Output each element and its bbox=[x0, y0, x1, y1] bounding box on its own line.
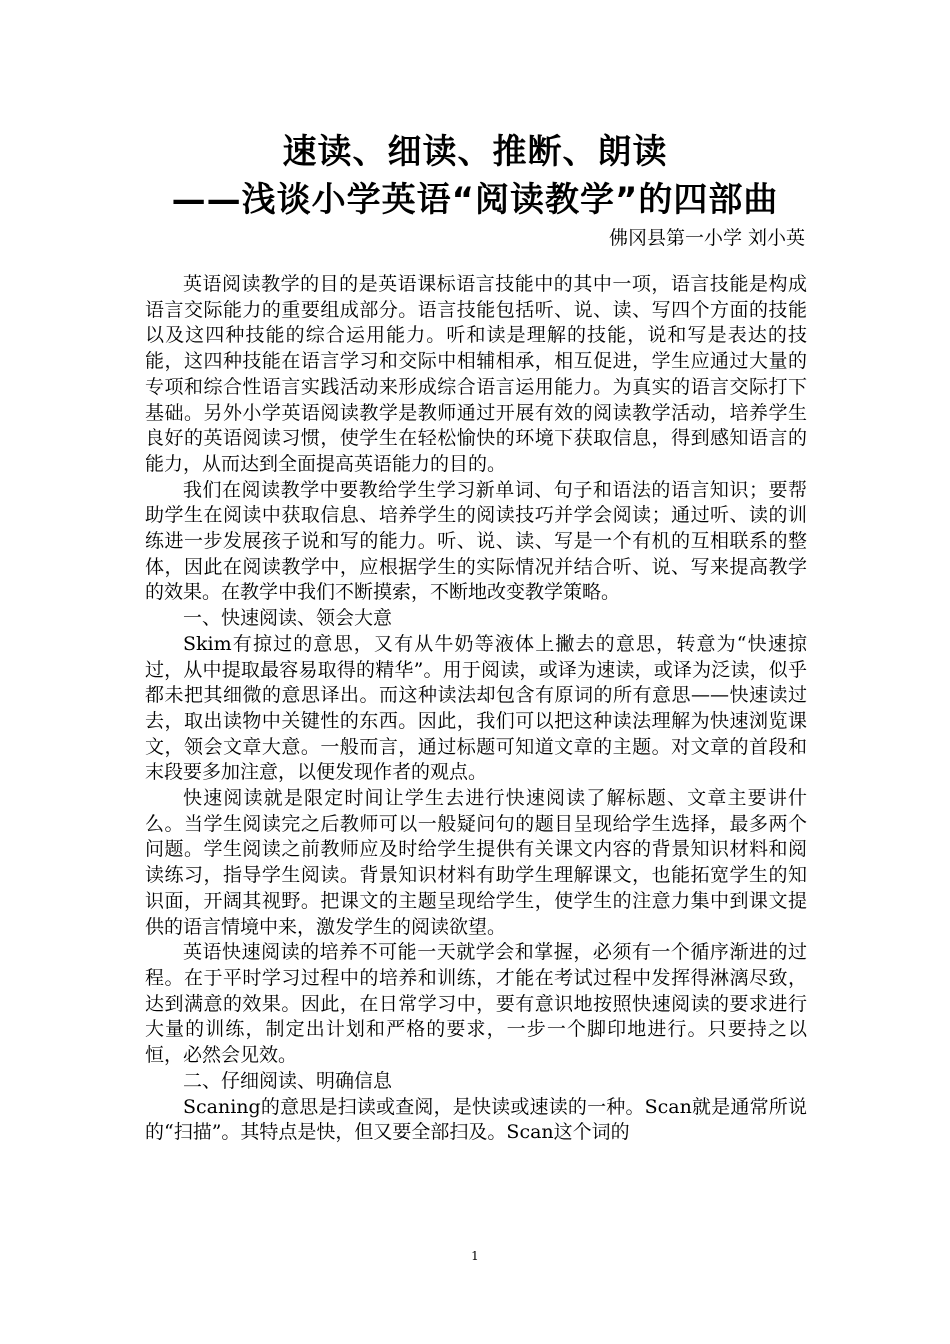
paragraph: Skim有掠过的意思，又有从牛奶等液体上撇去的意思，转意为“快速掠过，从中提取最容易取得的精华”。用于阅读，或译为速读，或译为泛读，似乎都未把其细微的意思译出。而这种读法却包含有原词的所有意思——快速读过去，取出读物中关键性的东西。因此，我们可以把这种读法理解为快速浏览课文，领会文章大意。一般而言，通过标题可知道文章的主题。对文章的首段和末段要多加注意，以便发现作者的观点。 bbox=[145, 632, 807, 784]
document-subtitle: ——浅谈小学英语“阅读教学”的四部曲 bbox=[171, 180, 779, 220]
paragraph: 英语快速阅读的培养不可能一天就学会和掌握，必须有一个循序渐进的过程。在于平时学习过程中的培养和训练，才能在考试过程中发挥得淋漓尽致，达到满意的效果。因此，在日常学习中，要有意识地按照快速阅读的要求进行大量的训练，制定出计划和严格的要求，一步一个脚印地进行。只要持之以恒，必然会见效。 bbox=[145, 941, 807, 1067]
author-line: 佛冈县第一小学 刘小英 bbox=[608, 227, 805, 249]
page-number: 1 bbox=[471, 1249, 479, 1263]
paragraph: 我们在阅读教学中要教给学生学习新单词、句子和语法的语言知识；要帮助学生在阅读中获取信息、培养学生的阅读技巧并学会阅读；通过听、读的训练进一步发展孩子说和写的能力。听、说、读、写是一个有机的互相联系的整体，因此在阅读教学中，应根据学生的实际情况并结合听、说、写来提高教学的效果。在教学中我们不断摸索，不断地改变教学策略。 bbox=[145, 478, 807, 604]
paragraph: 英语阅读教学的目的是英语课标语言技能中的其中一项，语言技能是构成语言交际能力的重要组成部分。语言技能包括听、说、读、写四个方面的技能以及这四种技能的综合运用能力。听和读是理解的技能，说和写是表达的技能，这四种技能在语言学习和交际中相辅相承，相互促进，学生应通过大量的专项和综合性语言实践活动来形成综合语言运用能力。为真实的语言交际打下基础。另外小学英语阅读教学是教师通过开展有效的阅读教学活动，培养学生良好的英语阅读习惯，使学生在轻松愉快的环境下获取信息，得到感知语言的能力，从而达到全面提高英语能力的目的。 bbox=[145, 273, 807, 475]
body-text bbox=[145, 272, 807, 1146]
section-heading: 二、仔细阅读、明确信息 bbox=[183, 1069, 393, 1092]
paragraph: 快速阅读就是限定时间让学生去进行快速阅读了解标题、文章主要讲什么。当学生阅读完之后教师可以一般疑问句的题目呈现给学生选择，最多两个问题。学生阅读之前教师应及时给学生提供有关课文内容的背景知识材料和阅读练习，指导学生阅读。背景知识材料有助学生理解课文，也能拓宽学生的知识面，开阔其视野。把课文的主题呈现给学生，使学生的注意力集中到课文提供的语言情境中来，激发学生的阅读欲望。 bbox=[145, 787, 807, 938]
document-title: 速读、细读、推断、朗读 bbox=[282, 132, 668, 172]
section-heading: 一、快速阅读、领会大意 bbox=[183, 607, 393, 630]
paragraph: Scaning的意思是扫读或查阅，是快读或速读的一种。Scan就是通常所说的“扫描”。其特点是快，但又要全部扫及。Scan这个词的 bbox=[145, 1095, 807, 1144]
